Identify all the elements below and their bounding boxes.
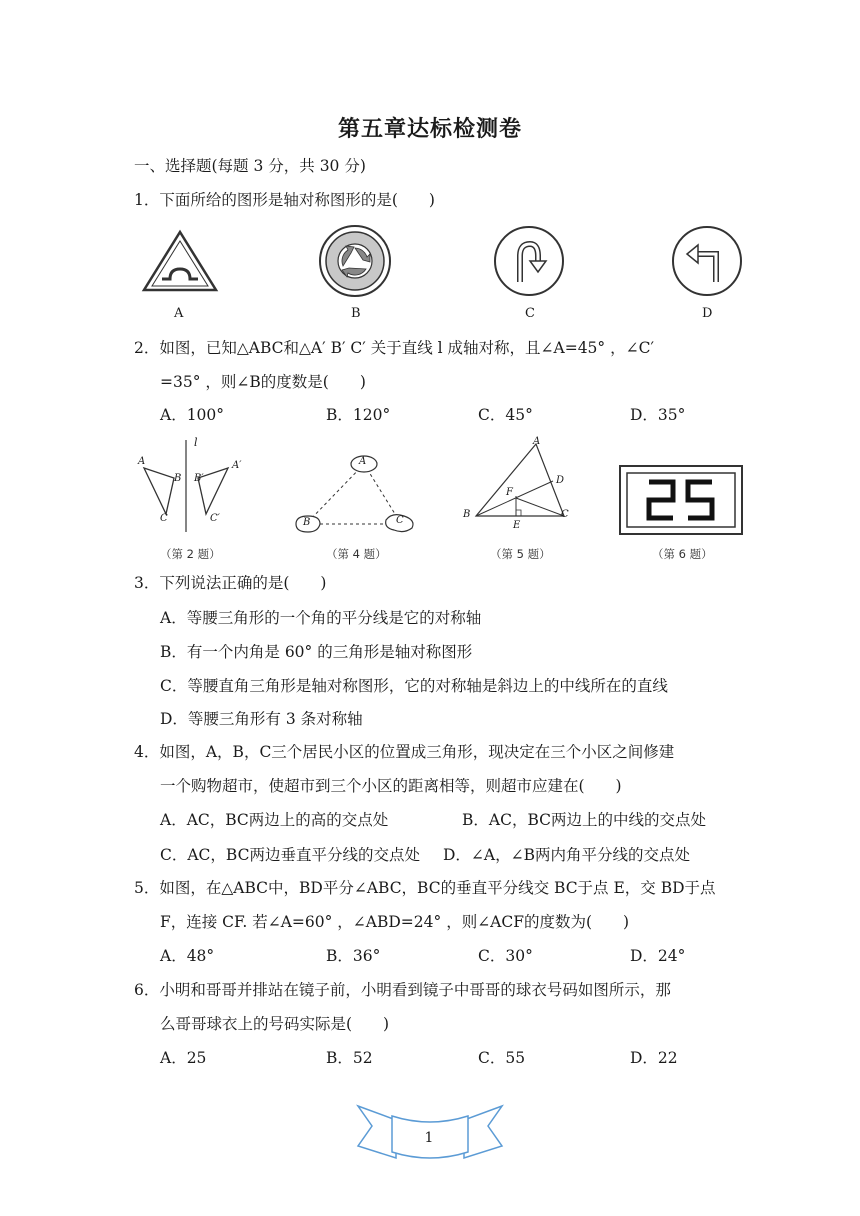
fig5-point-c: C [561,509,569,520]
page-title: 第五章达标检测卷 [337,117,522,142]
q1-figure-a-warning-triangle [140,228,220,296]
fig6-caption: （第 6 题） [652,547,713,561]
question-6-line-1: 6．小明和哥哥并排站在镜子前，小明看到镜子中哥哥的球衣号码如图所示，那 [134,981,671,999]
section-heading: 一、选择题(每题 3 分，共 30 分) [134,157,366,175]
q1-label-b: B [351,306,361,321]
question-5-line-1: 5．如图，在△ABC中，BD平分∠ABC，BC的垂直平分线交 BC于点 E，交 BD于点 [134,879,716,897]
question-1-stem: 1．下面所给的图形是轴对称图形的是( ) [134,191,435,209]
question-4-line-2: 一个购物超市，使超市到三个小区的距离相等，则超市应建在( ) [160,777,622,795]
q6-option-c: C．55 [478,1049,526,1067]
fig5-point-f: F [506,487,513,498]
q6-option-b: B．52 [326,1049,373,1067]
fig4-caption: （第 4 题） [326,547,387,561]
fig2-point-a: A [138,456,146,467]
q4-option-d: D．∠A，∠B两内角平分线的交点处 [443,846,690,864]
fig5-point-d: D [556,475,565,486]
q1-figure-b-roundabout-sign [318,224,392,298]
q6-option-a: A．25 [160,1049,207,1067]
question-4-line-1: 4．如图，A，B，C三个居民小区的位置成三角形，现决定在三个小区之间修建 [134,743,675,761]
q4-option-b: B．AC，BC两边上的中线的交点处 [462,811,706,829]
q4-option-a: A．AC，BC两边上的高的交点处 [160,811,389,829]
q3-option-a: A．等腰三角形的一个角的平分线是它的对称轴 [160,609,482,627]
question-5-line-2: F，连接 CF. 若∠A=60° ，∠ABD=24° ，则∠ACF的度数为( ) [160,913,630,931]
q1-figure-d-left-turn-sign [670,224,744,298]
fig5-point-e: E [513,520,521,531]
q1-label-d: D [702,306,713,321]
q3-option-c: C．等腰直角三角形是轴对称图形，它的对称轴是斜边上的中线所在的直线 [160,677,668,695]
fig5-point-a: A [533,436,541,447]
fig2-point-a-prime: A′ [232,460,242,471]
fig5-caption: （第 5 题） [490,547,551,561]
q5-option-d: D．24° [630,947,686,965]
q2-option-a: A．100° [160,406,225,424]
q5-option-c: C．30° [478,947,533,965]
fig2-line-label: l [194,436,198,449]
q6-option-d: D．22 [630,1049,678,1067]
q3-option-b: B．有一个内角是 60° 的三角形是轴对称图形 [160,643,473,661]
fig2-caption: （第 2 题） [160,547,221,561]
fig-q6-mirrored-jersey-number [618,464,744,536]
page-number: 1 [424,1130,434,1146]
q2-option-b: B．120° [326,406,391,424]
q1-figure-c-uturn-sign [492,224,566,298]
question-3-stem: 3．下列说法正确的是( ) [134,574,327,592]
q5-option-b: B．36° [326,947,381,965]
q1-label-c: C [525,306,535,321]
fig2-point-b: B [174,473,182,484]
fig2-point-c: C [160,513,168,524]
fig2-point-b-prime: B′ [194,473,204,484]
q3-option-d: D．等腰三角形有 3 条对称轴 [160,710,363,728]
fig4-point-a: A [359,456,367,467]
question-6-line-2: 么哥哥球衣上的号码实际是( ) [160,1015,390,1033]
question-2-line-1: 2．如图，已知△ABC和△A′ B′ C′ 关于直线 l 成轴对称，且∠A=45° ，∠C′ [134,339,654,357]
fig4-point-c: C [396,515,404,526]
fig-q5-triangle-construction [464,436,584,536]
fig-q2-symmetric-triangles [130,436,250,536]
question-2-line-2: =35° ，则∠B的度数是( ) [160,373,366,391]
fig2-point-c-prime: C′ [210,513,220,524]
fig4-point-b: B [303,517,311,528]
q2-option-c: C．45° [478,406,533,424]
q5-option-a: A．48° [160,947,215,965]
q1-label-a: A [174,306,184,321]
fig5-point-b: B [463,509,471,520]
q2-option-d: D．35° [630,406,686,424]
q4-option-c: C．AC，BC两边垂直平分线的交点处 [160,846,420,864]
